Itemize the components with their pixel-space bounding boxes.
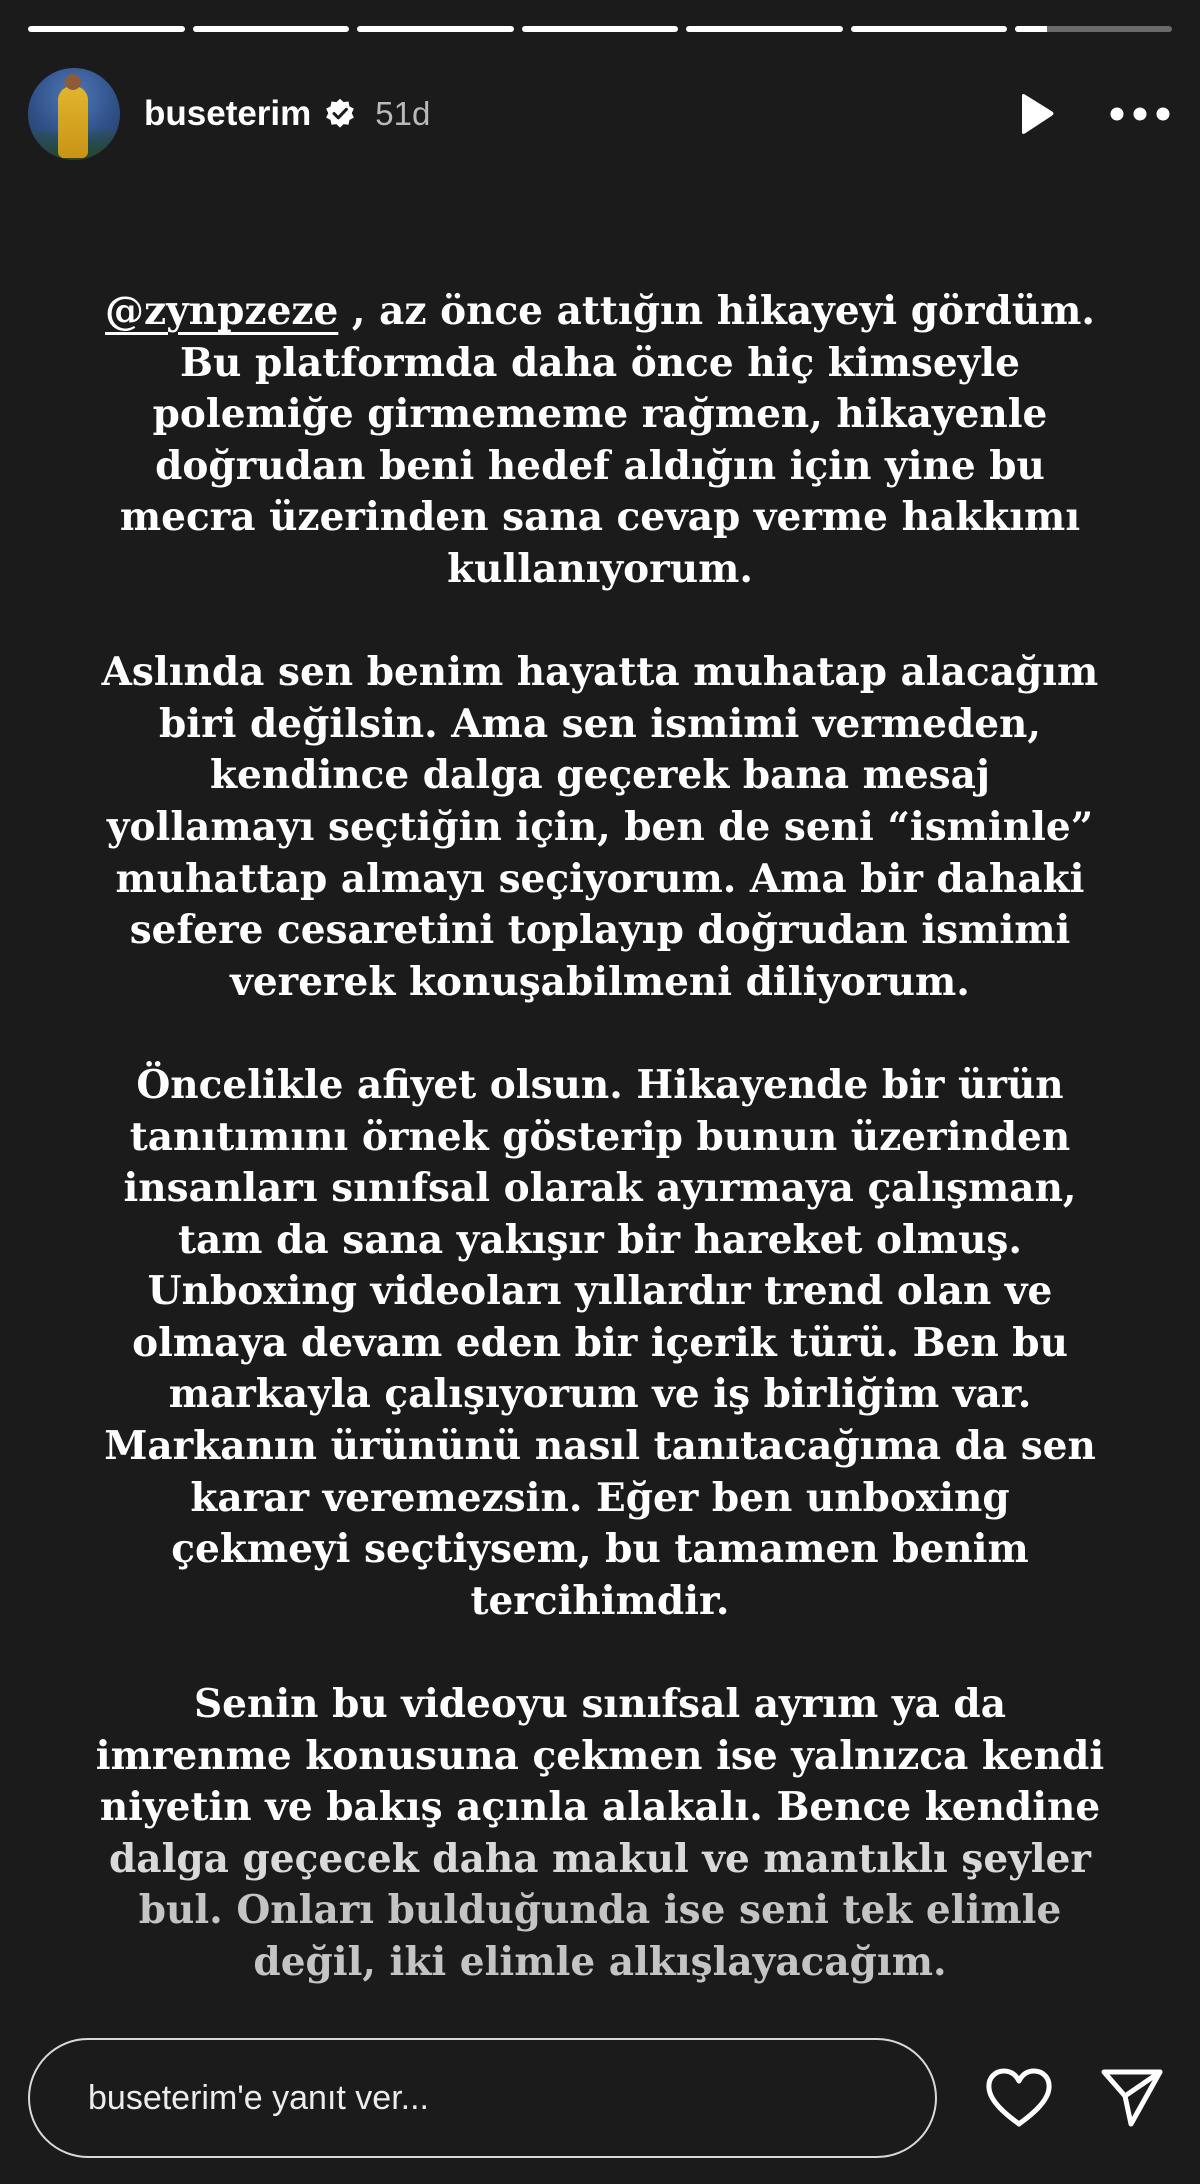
story-progress-segment [686, 26, 843, 32]
play-icon [1016, 92, 1056, 136]
story-text [70, 286, 1130, 2040]
story-progress-segment [522, 26, 679, 32]
text-line [70, 286, 1130, 338]
story-footer [28, 2036, 1172, 2160]
text-line: Bu platformda daha önce hiç kimseyle [180, 339, 1020, 386]
text-line: muhattap almayı seçiyorum. Ama bir dahaki [115, 855, 1085, 902]
post-time: 51d [375, 95, 431, 132]
story-progress-segment [193, 26, 350, 32]
heart-icon [984, 2066, 1054, 2130]
story-progress-segment [28, 26, 185, 32]
story-progress-segment [1015, 26, 1172, 32]
avatar-head [65, 74, 81, 90]
story-paragraph-3 [70, 1060, 1130, 1628]
text-line: Unboxing videoları yıllardır trend olan ve [147, 1268, 1053, 1315]
story-progress-fill [686, 26, 843, 32]
text-line: çekmeyi seçtiysem, bu tamamen benim [171, 1526, 1029, 1573]
text-line: tercihimdir. [470, 1577, 730, 1624]
text-line: Aslında sen benim hayatta muhatap alacağım [101, 649, 1099, 696]
story-progress-fill [357, 26, 514, 32]
text-line: kullanıyorum. [447, 545, 753, 592]
text-line: Markanın ürününü nasıl tanıtacağıma da sen [104, 1423, 1096, 1470]
text-line: bul. Onları bulduğunda ise seni tek elimle [138, 1887, 1062, 1934]
text-line: tam da sana yakışır bir hareket olmuş. [178, 1216, 1022, 1263]
text-line: markayla çalışıyorum ve iş birliğim var. [168, 1371, 1032, 1418]
text-line: sefere cesaretini toplayıp doğrudan ismimi [129, 907, 1071, 954]
story-progress-segment [357, 26, 514, 32]
story-progress-fill [522, 26, 679, 32]
more-horizontal-icon [1110, 107, 1170, 121]
reply-input[interactable] [28, 2038, 937, 2158]
text-line: imrenme konusuna çekmen ise yalnızca kendi [95, 1732, 1105, 1779]
story-progress-bar [28, 26, 1172, 32]
story-progress-fill [1015, 26, 1046, 32]
text-line: tanıtımını örnek gösterip bunun üzerinden [129, 1113, 1071, 1160]
share-button[interactable] [1092, 2058, 1172, 2138]
play-button[interactable] [1006, 84, 1066, 144]
text-line: olmaya devam eden bir içerik türü. Ben bu [132, 1319, 1068, 1366]
text-line: vererek konuşabilmeni diliyorum. [230, 958, 970, 1005]
text-line: biri değilsin. Ama sen ismimi vermeden, [159, 700, 1041, 747]
text-line: polemiğe girmememe rağmen, hikayenle [152, 391, 1048, 438]
text-line: niyetin ve bakış açınla alakalı. Bence kendine [99, 1784, 1101, 1831]
verified-badge-icon [323, 97, 357, 131]
story-progress-fill [851, 26, 1008, 32]
story-paragraph-4 [70, 1679, 1130, 1989]
text-line: Öncelikle afiyet olsun. Hikayende bir ürün [136, 1061, 1064, 1108]
story-paragraph-2 [70, 647, 1130, 1008]
text-fragment: , az önce attığın hikayeyi gördüm. [338, 288, 1095, 334]
story-paragraph-1 [70, 286, 1130, 596]
text-line: değil, iki elimle alkışlayacağım. [253, 1939, 947, 1985]
username[interactable]: buseterim [144, 94, 312, 133]
text-line: Senin bu videoyu sınıfsal ayrım ya da [194, 1681, 1006, 1728]
story-progress-fill [193, 26, 350, 32]
text-line: karar veremezsin. Eğer ben unboxing [190, 1474, 1010, 1521]
more-options-button[interactable] [1108, 84, 1172, 144]
avatar-figure [58, 86, 88, 158]
text-line: doğrudan beni hedef aldığın için yine bu [155, 442, 1045, 489]
text-line: insanları sınıfsal olarak ayırmaya çalışman, [123, 1165, 1077, 1212]
story-header [28, 66, 1172, 162]
text-line: kendince dalga geçerek bana mesaj [210, 752, 990, 799]
story-progress-fill [28, 26, 185, 32]
avatar[interactable] [28, 68, 120, 160]
text-line: dalga geçecek daha makul ve mantıklı şeyler [109, 1835, 1091, 1882]
mention-link[interactable]: @zynpzeze [104, 288, 339, 334]
text-line: mecra üzerinden sana cevap verme hakkımı [119, 494, 1081, 541]
like-button[interactable] [979, 2058, 1059, 2138]
story-progress-segment [851, 26, 1008, 32]
text-line: yollamayı seçtiğin için, ben de seni “isminle” [106, 803, 1094, 850]
send-icon [1098, 2066, 1166, 2130]
